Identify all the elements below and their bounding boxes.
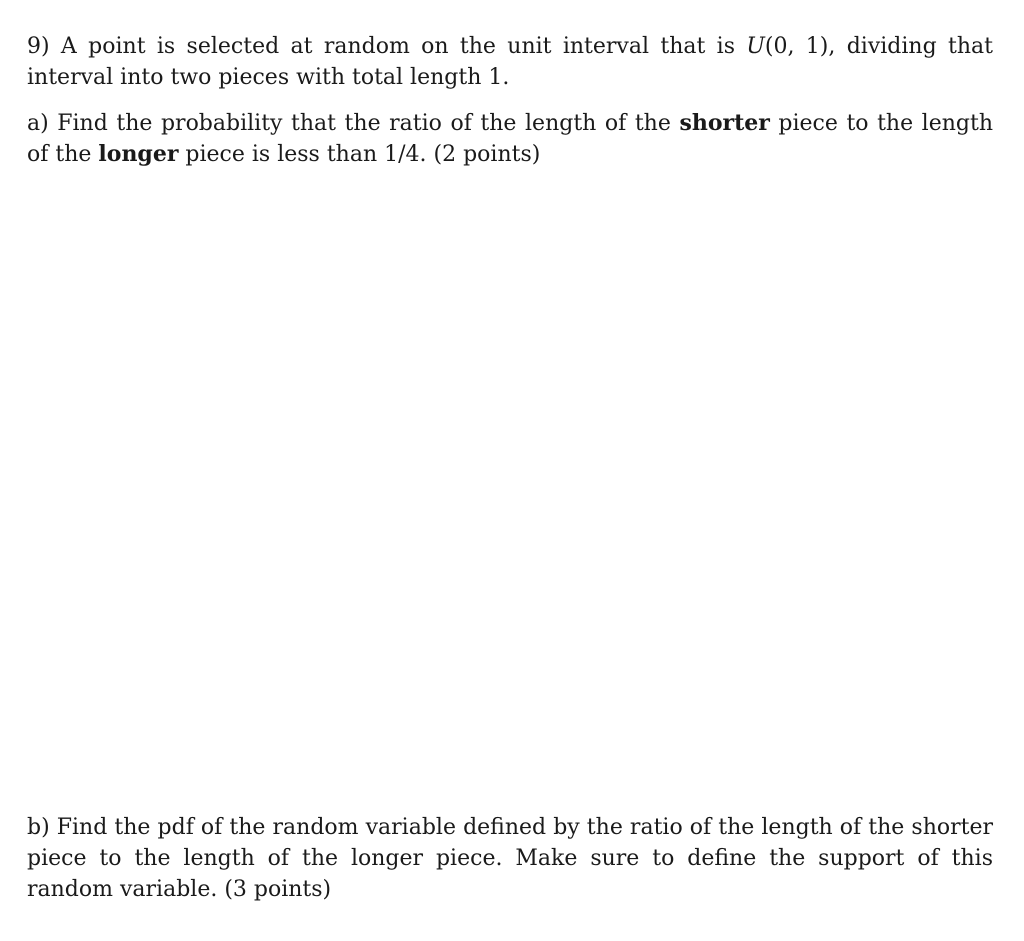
part-b-text: b) Find the pdf of the random variable defined by the ratio of the length of the shorter piece to the length of the longer piece. Make sure to define the support of this random variable. (3 points) [27, 815, 993, 902]
part-a-answer-space [27, 175, 993, 800]
part-a-bold-longer: longer [98, 141, 179, 167]
part-a-question [27, 108, 993, 170]
part-a-text-3: piece is less than 1/4. (2 points) [178, 142, 541, 167]
part-a-text-2: piece to the length of the [27, 111, 994, 167]
intro-text-after-math: , dividing that interval into two pieces with total length 1. [27, 34, 993, 90]
intro-text-before-math: 9) A point is selected at random on the unit interval that is [27, 34, 747, 59]
part-b-question [27, 812, 993, 905]
part-a-text-1: a) Find the probability that the ratio of the length of the [27, 111, 680, 136]
part-a-bold-shorter: shorter [679, 110, 770, 136]
intro-math-variable: U [746, 34, 765, 59]
question-intro [27, 31, 993, 93]
intro-math-args: (0, 1) [764, 34, 829, 59]
